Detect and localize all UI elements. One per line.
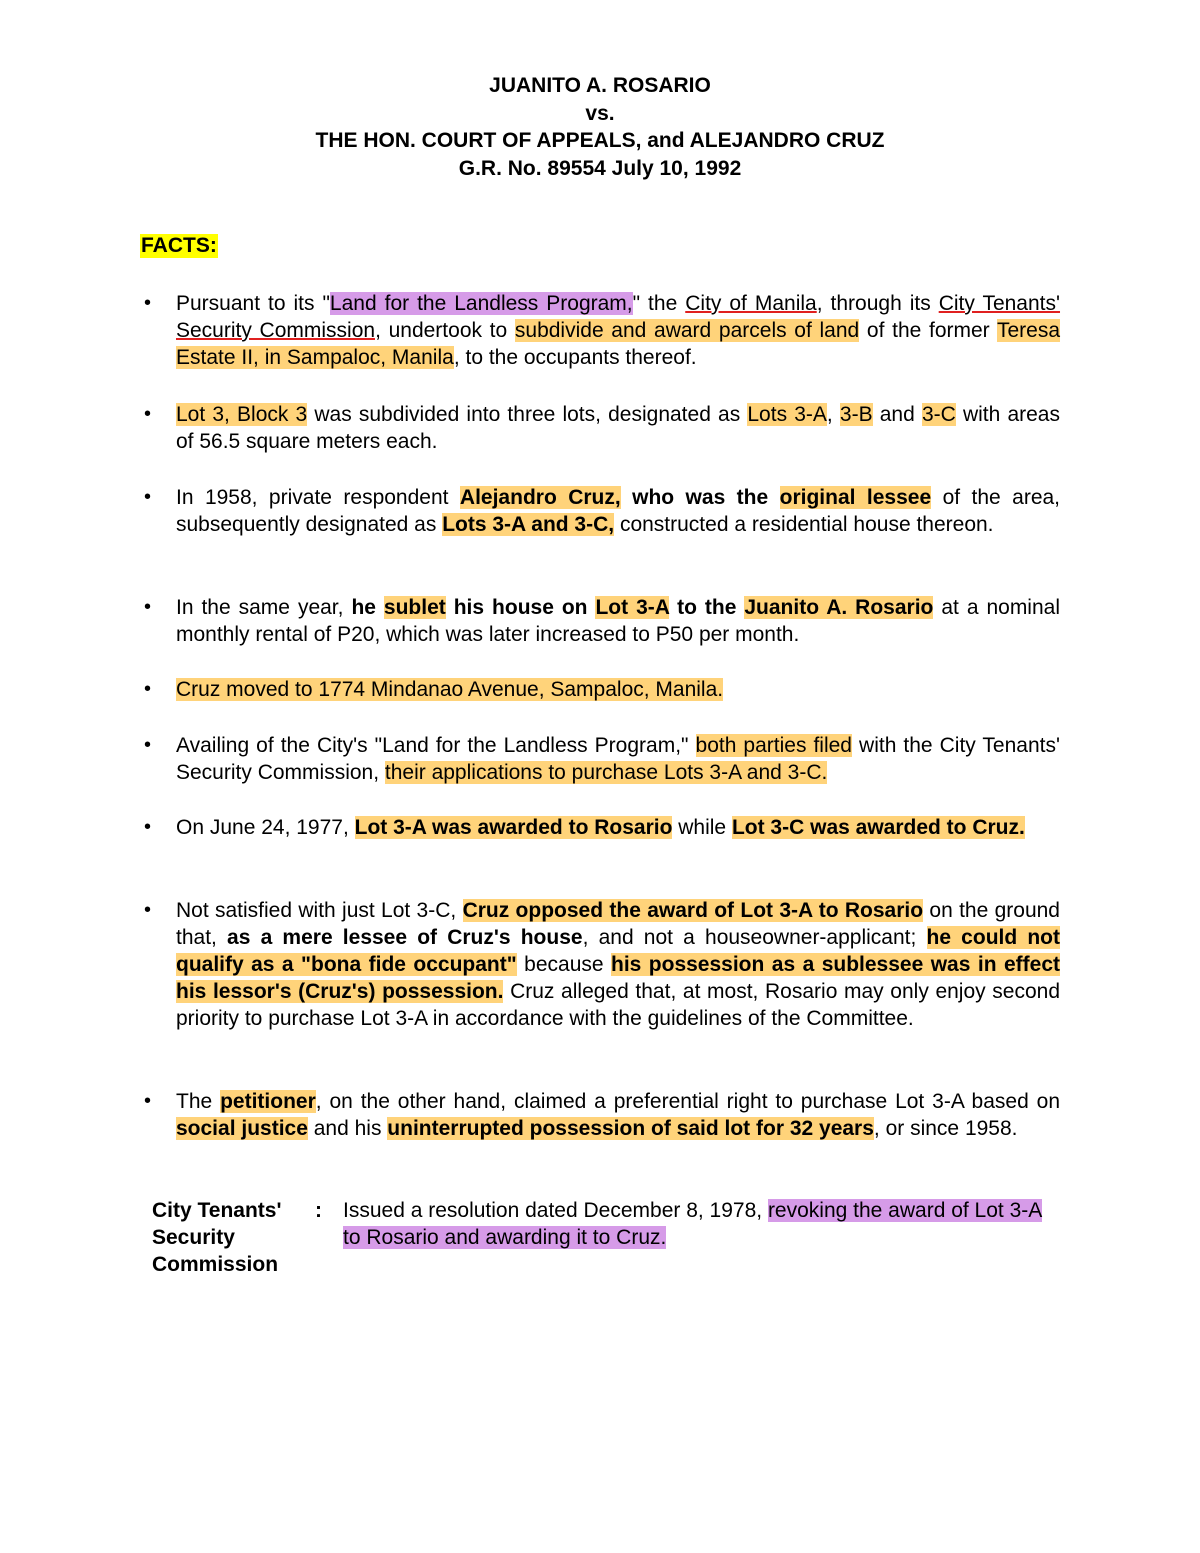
fact-item (176, 401, 1060, 455)
text-run: , on the other hand, claimed a preferential right to purchase Lot 3-A based on (315, 1090, 1060, 1113)
fact-item (176, 732, 1060, 786)
underlined-text: City of Manila (685, 292, 817, 315)
highlight-orange: Teresa Estate II, in Sampaloc, Manila (176, 319, 1061, 369)
text-run: Not satisfied with just Lot 3-C, (176, 899, 463, 922)
highlight-purple: revoking the award of Lot 3-A to Rosario and awarding it to Cruz. (343, 1199, 1043, 1249)
bold-text: to the (669, 596, 745, 619)
petitioner-name: JUANITO A. ROSARIO (489, 74, 711, 97)
highlight-orange: subdivide and award parcels of land (514, 319, 860, 342)
text-run: " the (632, 292, 686, 315)
highlight-orange: their applications to purchase Lots 3-A and 3-C. (384, 761, 828, 784)
text-run: and (872, 403, 922, 426)
highlight-orange: Juanito A. Rosario (744, 596, 934, 619)
fact-item (176, 290, 1060, 371)
ruling-body-label: City Tenants' Security Commission (152, 1199, 282, 1276)
text-run: Issued a resolution dated December 8, 1978, (343, 1199, 768, 1222)
text-run: In the same year, (176, 596, 352, 619)
highlight-orange: 3-B (839, 403, 873, 426)
highlight-orange: Alejandro Cruz, (459, 486, 621, 509)
respondents-names: THE HON. COURT OF APPEALS, and ALEJANDRO CRUZ (315, 129, 885, 152)
text-run: and his (307, 1117, 388, 1140)
text-run: of the former (859, 319, 997, 342)
text-run: , (826, 403, 840, 426)
highlight-orange: 3-C (921, 403, 956, 426)
highlight-orange: Lot 3, Block 3 (176, 403, 308, 426)
bold-text: he (351, 596, 384, 619)
highlight-orange: petitioner (220, 1090, 316, 1113)
underlined-text: City Tenants' Security Commission, (176, 292, 1061, 342)
text-run: In 1958, private respondent (176, 486, 460, 509)
text-run: , and not a houseowner-applicant; (582, 926, 927, 949)
text-run: Availing of the City's "Land for the Landless Program," (176, 734, 696, 757)
highlight-orange: he could not qualify as a "bona fide occupant" (176, 926, 1061, 976)
text-run: on the ground that, (176, 899, 1060, 949)
ruling-text (343, 1197, 1053, 1251)
text-run: undertook to (380, 319, 515, 342)
highlight-orange: Lot 3-A was awarded to Rosario (354, 816, 673, 839)
fact-item (176, 594, 1060, 648)
highlight-orange: uninterrupted possession of said lot for 32 years (387, 1117, 874, 1140)
text-run: at a nominal monthly rental of P20, which was later increased to P50 per month. (176, 596, 1060, 646)
text-run: , or since 1958. (873, 1117, 1018, 1140)
highlight-orange: both parties filed (695, 734, 852, 757)
bold-text: as a mere lessee of Cruz's house (227, 926, 583, 949)
highlight-purple: Land for the Landless Program, (329, 292, 633, 315)
highlight-orange: Cruz opposed the award of Lot 3-A to Rosario (462, 899, 924, 922)
highlight-orange: Lots 3-A (747, 403, 827, 426)
versus-label: vs. (585, 101, 615, 125)
fact-item (176, 676, 1060, 703)
text-run: with the City Tenants' Security Commission, (176, 734, 1060, 784)
text-run: while (672, 816, 732, 839)
ruling-colon: : (315, 1199, 322, 1222)
highlight-orange: Cruz moved to 1774 Mindanao Avenue, Sampaloc, Manila. (176, 678, 724, 701)
highlight-orange: Lots 3-A and 3-C, (442, 513, 615, 536)
case-number-date: G.R. No. 89554 July 10, 1992 (458, 156, 742, 180)
case-caption (0, 72, 1200, 182)
text-run: , to the occupants thereof. (453, 346, 697, 369)
facts-heading: FACTS: (141, 234, 217, 257)
fact-item (176, 484, 1060, 538)
bold-text: his house on (445, 596, 596, 619)
highlight-orange: Lot 3-A (595, 596, 670, 619)
highlight-orange: original lessee (779, 486, 932, 509)
highlight-orange: his possession as a sublessee was in effect his lessor's (Cruz's) possession. (176, 953, 1060, 1003)
text-run: because (516, 953, 611, 976)
text-run: On June 24, 1977, (176, 816, 355, 839)
text-run: with areas of 56.5 square meters each. (176, 403, 1060, 453)
text-run: Cruz alleged that, at most, Rosario may only enjoy second priority to purchase Lot 3-A in accordance with the guidelines of the Committee. (176, 980, 1060, 1030)
fact-item (176, 1088, 1060, 1142)
text-run: constructed a residential house thereon. (614, 513, 994, 536)
fact-item (176, 814, 1060, 841)
highlight-orange: social justice (176, 1117, 308, 1140)
bold-text: who was the (620, 486, 780, 509)
text-run: , through its (816, 292, 939, 315)
highlight-orange: sublet (383, 596, 446, 619)
text-run: Pursuant to its " (176, 292, 330, 315)
highlight-orange: Lot 3-C was awarded to Cruz. (731, 816, 1025, 839)
text-run: The (176, 1090, 221, 1113)
text-run: of the area, subsequently designated as (176, 486, 1061, 536)
fact-item (176, 897, 1060, 1032)
text-run: was subdivided into three lots, designated as (307, 403, 748, 426)
